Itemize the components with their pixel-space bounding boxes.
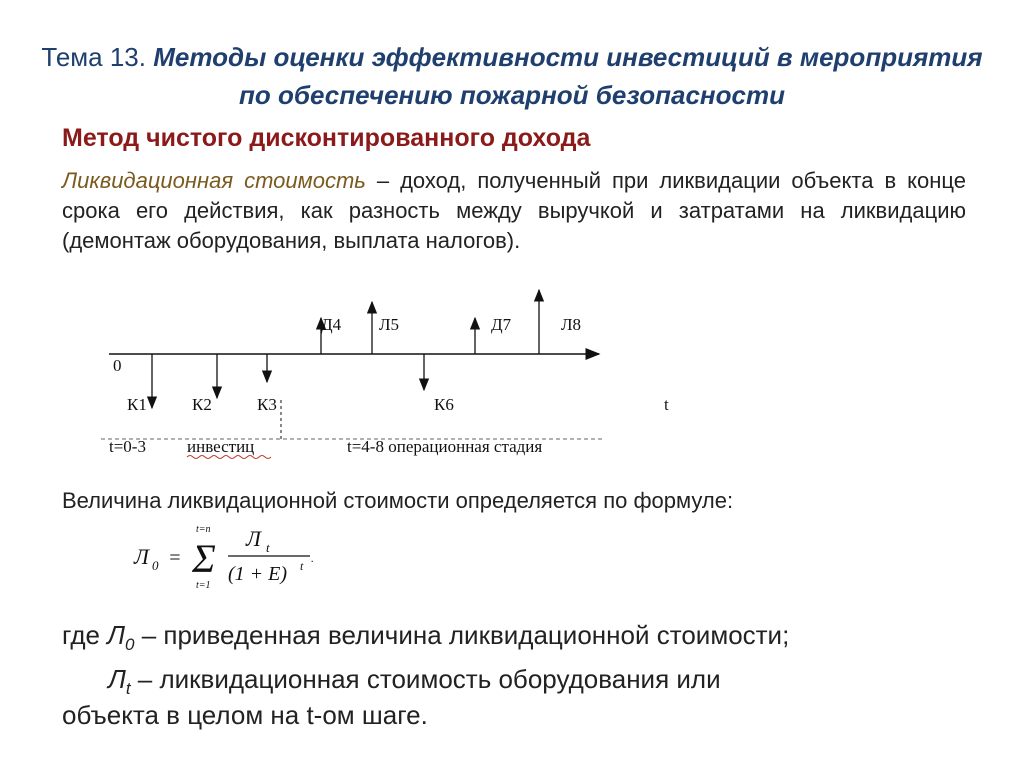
- where-l0-sub: 0: [125, 635, 135, 655]
- label-k2: К2: [192, 395, 212, 414]
- formula-intro: Величина ликвидационной стоимости определяется по формуле:: [62, 488, 734, 513]
- definition-text: – доход, полученный при ликвидации объекта в конце срока его действия, как разность между выручкой и затратами на ликвидацию (демонтаж оборудования, выплата налогов).: [62, 168, 966, 253]
- phase1-label: t=0-3: [109, 437, 146, 456]
- where-lt-line2: объекта в целом на t-ом шаге.: [62, 700, 428, 730]
- where-l0-text: – приведенная величина ликвидационной стоимости;: [134, 620, 790, 650]
- axis-t-label-outer: t: [664, 395, 669, 414]
- label-k3: К3: [257, 395, 277, 414]
- title-topic-name: Методы оценки эффективности инвестиций в мероприятия по обеспечению пожарной безопасности: [153, 42, 983, 110]
- formula-numerator-sub: t: [266, 540, 270, 555]
- where-l0-line: [62, 620, 789, 655]
- formula-denominator: (1 + E): [228, 563, 288, 585]
- formula-sum-bottom: t=1: [196, 580, 211, 591]
- formula-sum-sign: Σ: [192, 536, 216, 581]
- formula-equals: =: [168, 547, 182, 569]
- where-lt-symbol: Л: [108, 664, 126, 694]
- formula-denominator-exp: t: [300, 559, 304, 573]
- label-l5: Л5: [379, 315, 400, 334]
- where-lt-sub: t: [125, 679, 131, 699]
- formula-sum-top: t=n: [196, 524, 211, 535]
- where-lt-line: [108, 664, 721, 699]
- formula-lhs: Л: [134, 544, 149, 569]
- liquidation-value-formula: [130, 522, 330, 594]
- where-l0-symbol: Л: [107, 620, 125, 650]
- where-prefix: где: [62, 620, 108, 650]
- phase1-word: инвестиц: [187, 437, 255, 456]
- label-k6: К6: [434, 395, 454, 414]
- method-heading: Метод чистого дисконтированного дохода: [62, 124, 591, 152]
- phase2-label: t=4-8 операционная стадия: [347, 437, 543, 456]
- formula-numerator: Л: [246, 526, 261, 551]
- formula-lhs-sub: 0: [152, 558, 159, 573]
- definition-paragraph: [62, 166, 966, 256]
- slide-title: [40, 38, 984, 114]
- formula-trailing-comma: .: [311, 551, 314, 565]
- axis-origin-label: 0: [113, 356, 122, 375]
- where-lt-text: – ликвидационная стоимость оборудования или: [130, 664, 721, 694]
- label-l8: Л8: [561, 315, 582, 334]
- cashflow-timeline-diagram: [95, 282, 635, 462]
- label-d4: Д4: [321, 315, 342, 334]
- title-topic-number: Тема 13.: [41, 42, 146, 72]
- label-k1: К1: [127, 395, 147, 414]
- label-d7: Д7: [491, 315, 512, 334]
- definition-term: Ликвидационная стоимость: [62, 168, 366, 193]
